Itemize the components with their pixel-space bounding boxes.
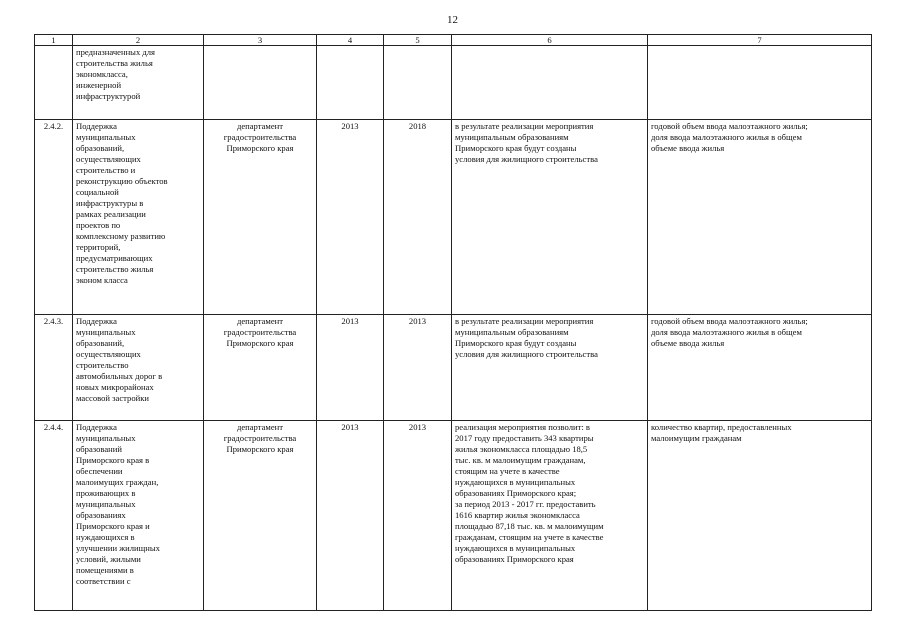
- measure-name: Поддержка муниципальных образований, осуществляющих строительство и реконструкцию объектов социальной инфраструктуры в рамках реализации проектов по комплексному развитию территорий, предусматривающих строительство жилья эконом класса: [73, 120, 204, 315]
- end-year: [384, 46, 452, 120]
- executor: департамент градостроительства Приморского края: [204, 315, 317, 421]
- end-year: 2018: [384, 120, 452, 315]
- measure-name: предназначенных для строительства жилья экономкласса, инженерной инфраструктурой: [73, 46, 204, 120]
- executor: [204, 46, 317, 120]
- end-year: 2013: [384, 315, 452, 421]
- header-row: [35, 35, 872, 46]
- column-header: 1: [35, 35, 73, 46]
- executor: департамент градостроительства Приморского края: [204, 120, 317, 315]
- page-number: 12: [447, 14, 458, 26]
- table-row: [35, 421, 872, 611]
- indicator: количество квартир, предоставленных малоимущим гражданам: [648, 421, 872, 611]
- column-header: 7: [648, 35, 872, 46]
- end-year: 2013: [384, 421, 452, 611]
- start-year: [317, 46, 384, 120]
- row-number: 2.4.2.: [35, 120, 73, 315]
- start-year: 2013: [317, 421, 384, 611]
- column-header: 4: [317, 35, 384, 46]
- column-header: 5: [384, 35, 452, 46]
- column-header: 3: [204, 35, 317, 46]
- row-number: 2.4.4.: [35, 421, 73, 611]
- expected-result: в результате реализации мероприятия муниципальным образованиям Приморского края будут созданы условия для жилищного строительства: [452, 120, 648, 315]
- column-header: 6: [452, 35, 648, 46]
- table-row: [35, 46, 872, 120]
- measures-table: [34, 34, 872, 611]
- expected-result: в результате реализации мероприятия муниципальным образованиям Приморского края будут созданы условия для жилищного строительства: [452, 315, 648, 421]
- indicator: годовой объем ввода малоэтажного жилья; доля ввода малоэтажного жилья в общем объеме ввода жилья: [648, 120, 872, 315]
- start-year: 2013: [317, 315, 384, 421]
- table-row: [35, 315, 872, 421]
- row-number: [35, 46, 73, 120]
- expected-result: [452, 46, 648, 120]
- column-header: 2: [73, 35, 204, 46]
- start-year: 2013: [317, 120, 384, 315]
- measure-name: Поддержка муниципальных образований, осуществляющих строительство автомобильных дорог в новых микрорайонах массовой застройки: [73, 315, 204, 421]
- table-row: [35, 120, 872, 315]
- expected-result: реализация мероприятия позволит: в 2017 году предоставить 343 квартиры жилья экономкласса площадью 18,5 тыс. кв. м малоимущим гражданам, стоящим на учете в качестве нуждающихся в муниципальных образованиях Приморского края; за период 2013 - 2017 гг. предоставить 1616 квартир жилья экономкласса площадью 87,18 тыс. кв. м малоимущим гражданам, стоящим на учете в качестве нуждающихся в муниципальных образованиях Приморского края: [452, 421, 648, 611]
- executor: департамент градостроительства Приморского края: [204, 421, 317, 611]
- row-number: 2.4.3.: [35, 315, 73, 421]
- measure-name: Поддержка муниципальных образований Приморского края в обеспечении малоимущих граждан, проживающих в муниципальных образованиях Приморского края и нуждающихся в улучшении жилищных условий, жилыми помещениями в соответствии с: [73, 421, 204, 611]
- indicator: [648, 46, 872, 120]
- indicator: годовой объем ввода малоэтажного жилья; доля ввода малоэтажного жилья в общем объеме ввода жилья: [648, 315, 872, 421]
